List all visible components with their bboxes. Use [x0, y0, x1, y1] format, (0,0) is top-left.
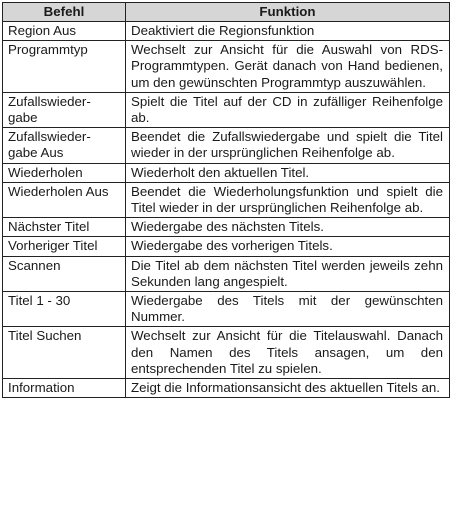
command-cell: Wiederholen Aus: [3, 182, 126, 217]
table-row: [3, 92, 450, 127]
function-cell: Deaktiviert die Regionsfunktion: [126, 22, 450, 41]
function-cell: Wiederholt den aktuellen Titel.: [126, 163, 450, 182]
table-row: [3, 22, 450, 41]
function-cell: Wechselt zur Ansicht für die Titelauswahl. Danach den Namen des Titels ansagen, um den entsprechenden Titel zu spielen.: [126, 327, 450, 379]
table-row: [3, 163, 450, 182]
table-row: [3, 292, 450, 327]
function-cell: Spielt die Titel auf der CD in zufälliger Reihenfolge ab.: [126, 92, 450, 127]
function-cell: Die Titel ab dem nächsten Titel werden jeweils zehn Sekunden lang angespielt.: [126, 256, 450, 291]
function-cell: Zeigt die Informationsansicht des aktuellen Titels an.: [126, 379, 450, 398]
command-table: [2, 2, 450, 398]
command-cell: Vorheriger Titel: [3, 237, 126, 256]
header-row: [3, 3, 450, 22]
command-cell: Zufallswieder-gabe: [3, 92, 126, 127]
table-row: [3, 218, 450, 237]
function-cell: Wiedergabe des nächsten Titels.: [126, 218, 450, 237]
command-cell: Programmtyp: [3, 41, 126, 93]
header-function: Funktion: [126, 3, 450, 22]
table-row: [3, 256, 450, 291]
function-cell: Beendet die Wiederholungsfunktion und spielt die Titel wieder in der ursprünglichen Reihenfolge ab.: [126, 182, 450, 217]
function-cell: Wechselt zur Ansicht für die Auswahl von RDS-Programmtypen. Gerät danach von Hand bedienen, um den gewünschten Programmtyp auszuwählen.: [126, 41, 450, 93]
table-row: [3, 379, 450, 398]
table-row: [3, 327, 450, 379]
table-row: [3, 41, 450, 93]
command-cell: Scannen: [3, 256, 126, 291]
table-row: [3, 182, 450, 217]
command-cell: Nächster Titel: [3, 218, 126, 237]
table-header: [3, 3, 450, 22]
command-cell: Zufallswieder-gabe Aus: [3, 128, 126, 163]
table-row: [3, 128, 450, 163]
table-body: [3, 22, 450, 398]
command-cell: Region Aus: [3, 22, 126, 41]
command-cell: Information: [3, 379, 126, 398]
function-cell: Wiedergabe des vorherigen Titels.: [126, 237, 450, 256]
header-command: Befehl: [3, 3, 126, 22]
function-cell: Wiedergabe des Titels mit der gewünschten Nummer.: [126, 292, 450, 327]
command-cell: Wiederholen: [3, 163, 126, 182]
command-cell: Titel Suchen: [3, 327, 126, 379]
command-cell: Titel 1 - 30: [3, 292, 126, 327]
table-row: [3, 237, 450, 256]
function-cell: Beendet die Zufallswiedergabe und spielt die Titel wieder in der ursprünglichen Reihenfolge ab.: [126, 128, 450, 163]
